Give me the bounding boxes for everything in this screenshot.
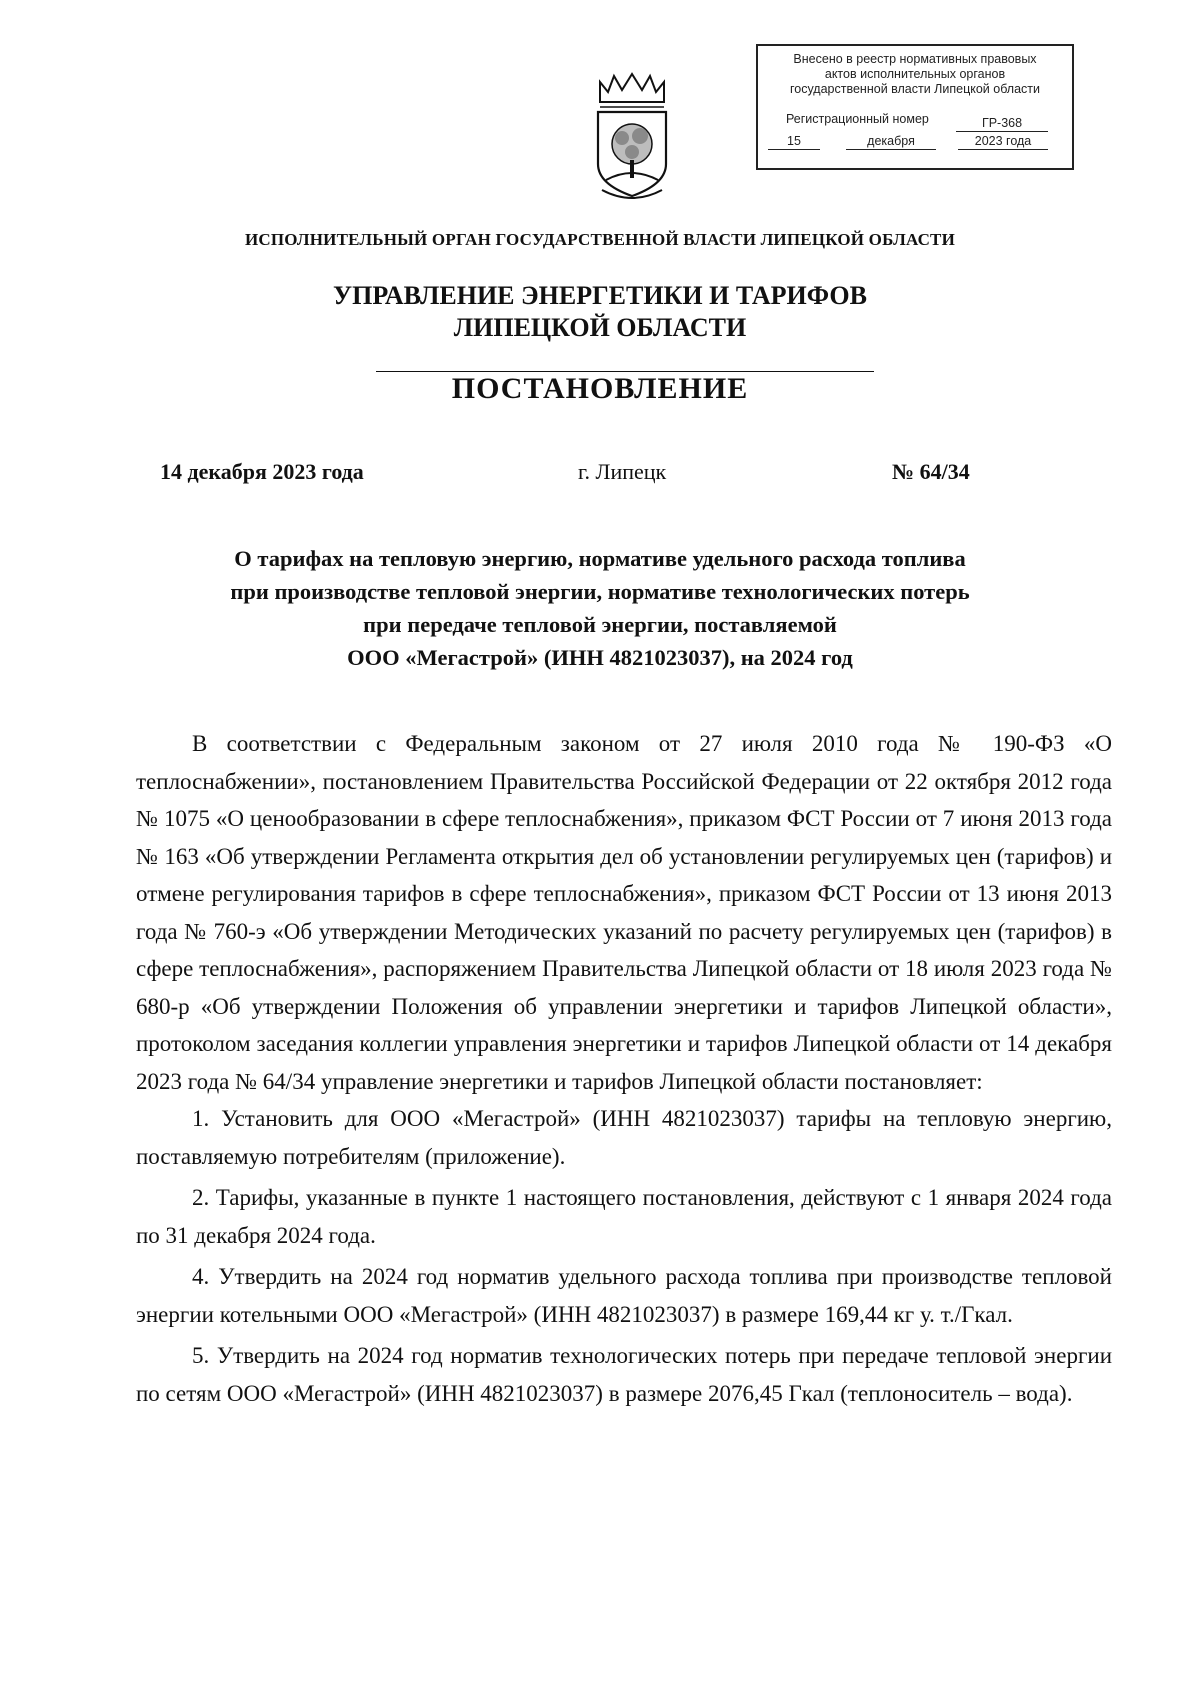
document-date: 14 декабря 2023 года <box>160 459 364 484</box>
department-title-line1: УПРАВЛЕНИЕ ЭНЕРГЕТИКИ И ТАРИФОВ <box>333 281 867 310</box>
registration-day: 15 <box>768 134 820 150</box>
item-2-paragraph: 2. Тарифы, указанные в пункте 1 настоящего постановления, действуют с 1 января 2024 года по 31 декабря 2024 года. <box>136 1185 1112 1248</box>
document-title-line1: О тарифах на тепловую энергию, нормативе удельного расхода топлива <box>234 546 966 571</box>
executive-body-title: ИСПОЛНИТЕЛЬНЫЙ ОРГАН ГОСУДАРСТВЕННОЙ ВЛАСТИ ЛИПЕЦКОЙ ОБЛАСТИ <box>244 230 956 249</box>
registration-stamp-line1: Внесено в реестр нормативных правовых <box>793 52 1037 66</box>
document-title <box>140 542 1060 674</box>
registration-month: декабря <box>846 134 936 150</box>
registration-year: 2023 года <box>958 134 1048 150</box>
item-5-paragraph: 5. Утвердить на 2024 год норматив технологических потерь при передаче тепловой энергии по сетям ООО «Мегастрой» (ИНН 4821023037) в размере 2076,45 Гкал (теплоноситель – вода). <box>136 1343 1112 1406</box>
document-title-line3: при передаче тепловой энергии, поставляемой <box>363 612 837 637</box>
registration-stamp-line3: государственной власти Липецкой области <box>789 82 1041 96</box>
document-number: № 64/34 <box>892 459 970 484</box>
item-1-paragraph: 1. Установить для ООО «Мегастрой» (ИНН 4821023037) тарифы на тепловую энергию, поставляемую потребителям (приложение). <box>136 1106 1112 1169</box>
registration-number: ГР-368 <box>956 116 1048 132</box>
document-title-line4: ООО «Мегастрой» (ИНН 4821023037), на 2024 год <box>347 645 853 670</box>
document-body <box>136 725 1112 1412</box>
document-city: г. Липецк <box>578 459 667 484</box>
department-title <box>0 280 1200 344</box>
lipetsk-coat-of-arms-icon <box>592 72 672 212</box>
document-title-line2: при производстве тепловой энергии, нормативе технологических потерь <box>230 579 970 604</box>
registration-stamp-line2: актов исполнительных органов <box>824 67 1006 81</box>
item-4-paragraph: 4. Утвердить на 2024 год норматив удельного расхода топлива при производстве тепловой энергии котельными ООО «Мегастрой» (ИНН 4821023037) в размере 169,44 кг у. т./Гкал. <box>136 1264 1112 1327</box>
registration-stamp <box>756 44 1074 170</box>
registration-number-label: Регистрационный номер <box>786 112 929 126</box>
preamble-paragraph: В соответствии с Федеральным законом от 27 июля 2010 года № 190-ФЗ «О теплоснабжении», постановлением Правительства Российской Федерации от 22 октября 2012 года № 1075 «О ценообразовании в сфере теплоснабжения», приказом ФСТ России от 7 июня 2013 года № 163 «Об утверждении Регламента открытия дел об установлении регулируемых цен (тарифов) и отмене регулирования тарифов в сфере теплоснабжения», приказом ФСТ России от 13 июня 2013 года № 760-э «Об утверждении Методических указаний по расчету регулируемых цен (тарифов) в сфере теплоснабжения», распоряжением Правительства Липецкой области от 18 июля 2023 года № 680-р «Об утверждении Положения об управлении энергетики и тарифов Липецкой области», протоколом заседания коллегии управления энергетики и тарифов Липецкой области от 14 декабря 2023 года № 64/34 управление энергетики и тарифов Липецкой области постановляет: <box>136 731 1112 1094</box>
document-type: ПОСТАНОВЛЕНИЕ <box>451 372 749 405</box>
department-title-line2: ЛИПЕЦКОЙ ОБЛАСТИ <box>453 313 747 342</box>
